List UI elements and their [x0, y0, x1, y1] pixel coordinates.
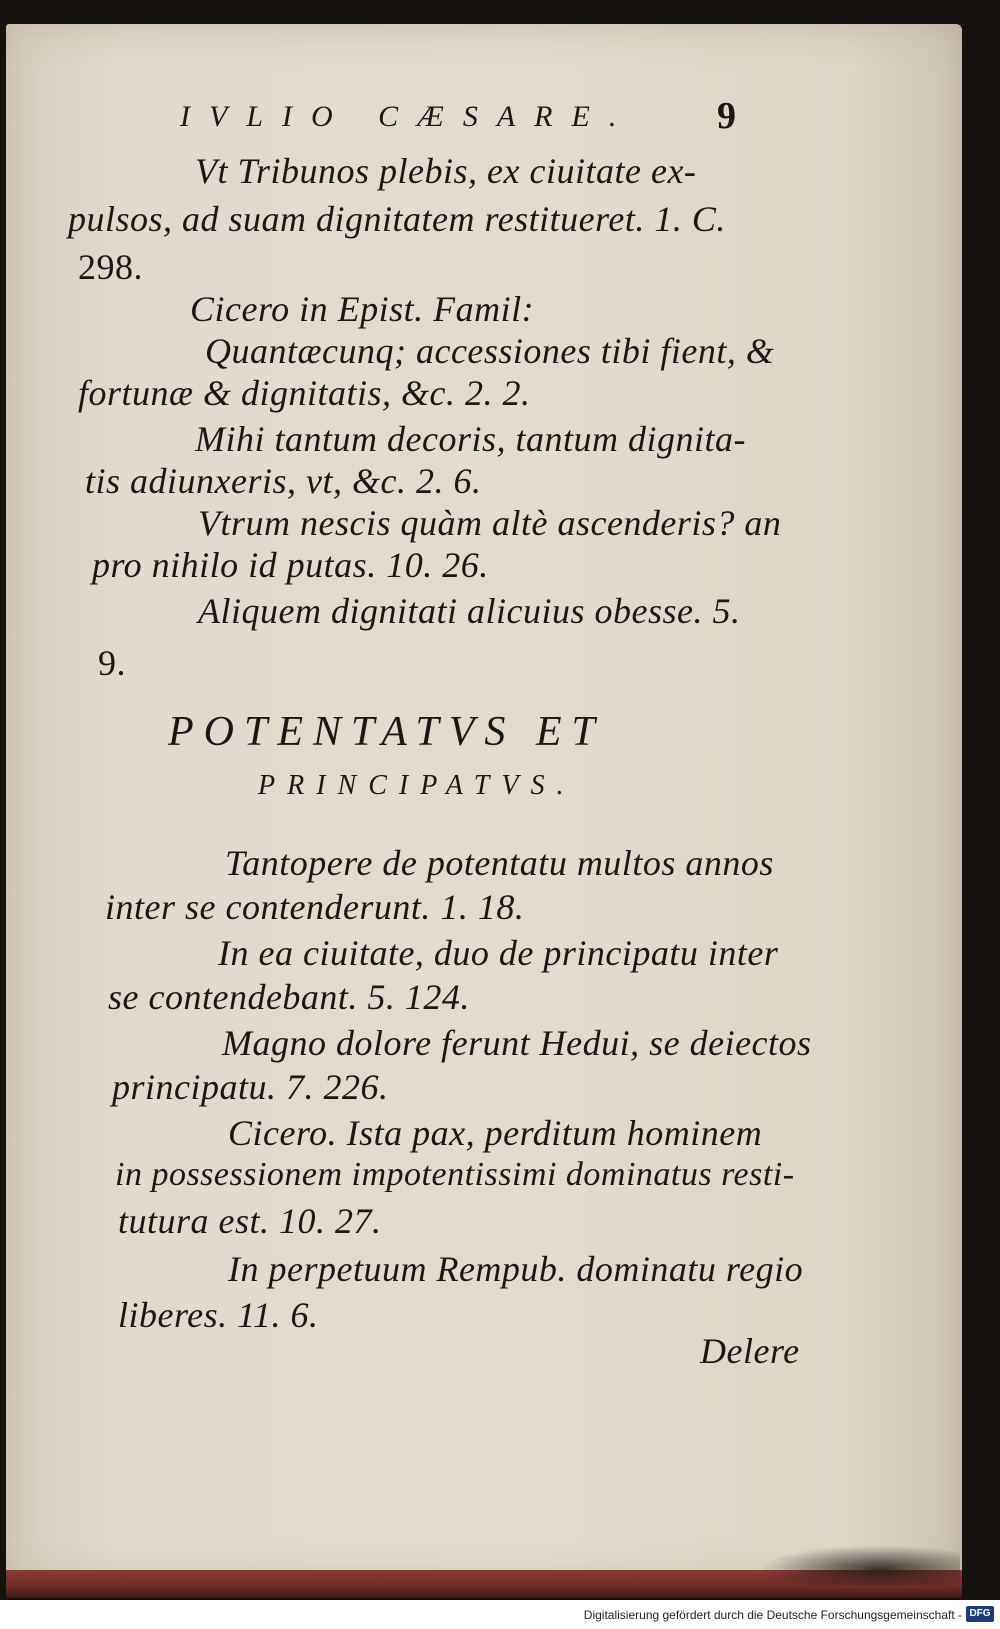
body-line: tis adiunxeris, vt, &c. 2. 6. — [85, 461, 482, 501]
body-line: Mihi tantum decoris, tantum dignita- — [195, 419, 746, 459]
section-line: tutura est. 10. 27. — [118, 1201, 382, 1241]
section-line: Tantopere de potentatu multos annos — [225, 843, 774, 883]
body-line: Vtrum nescis quàm altè ascenderis? an — [198, 503, 782, 543]
body-line: Aliquem dignitati alicuius obesse. 5. — [198, 591, 741, 631]
section-line: In ea ciuitate, duo de principatu inter — [218, 933, 779, 973]
section-line: Magno dolore ferunt Hedui, se deiectos — [222, 1023, 812, 1063]
page-number: 9 — [717, 95, 736, 137]
running-title: IVLIO CÆSARE. — [180, 100, 636, 133]
section-line: liberes. 11. 6. — [118, 1295, 319, 1335]
section-subtitle: PRINCIPATVS. — [258, 770, 576, 801]
body-line: Vt Tribunos plebis, ex ciuitate ex- — [195, 151, 697, 191]
section-line: principatu. 7. 226. — [112, 1067, 389, 1107]
body-line: 298. — [78, 247, 143, 287]
digitization-footer — [0, 1600, 1000, 1629]
section-line: Cicero. Ista pax, perditum hominem — [228, 1113, 763, 1153]
body-line: 9. — [98, 643, 126, 683]
section-line: In perpetuum Rempub. dominatu regio — [228, 1249, 804, 1289]
body-line: pro nihilo id putas. 10. 26. — [92, 545, 489, 585]
body-line: pulsos, ad suam dignitatem restitueret. 1. C. — [68, 199, 726, 239]
body-line: fortunæ & dignitatis, &c. 2. 2. — [78, 373, 531, 413]
section-title: POTENTATVS ET — [168, 709, 605, 755]
body-line: Quantæcunq; accessiones tibi fient, & — [205, 331, 775, 371]
section-line: inter se contenderunt. 1. 18. — [105, 887, 525, 927]
body-line: Cicero in Epist. Famil: — [190, 289, 535, 329]
section-line: in possessionem impotentissimi dominatus resti- — [115, 1156, 795, 1193]
dfg-logo: DFG — [966, 1606, 994, 1622]
catchword: Delere — [700, 1331, 800, 1371]
section-line: se contendebant. 5. 124. — [108, 977, 470, 1017]
funding-credit: Digitalisierung gefördert durch die Deutsche Forschungsgemeinschaft - — [583, 1608, 962, 1622]
